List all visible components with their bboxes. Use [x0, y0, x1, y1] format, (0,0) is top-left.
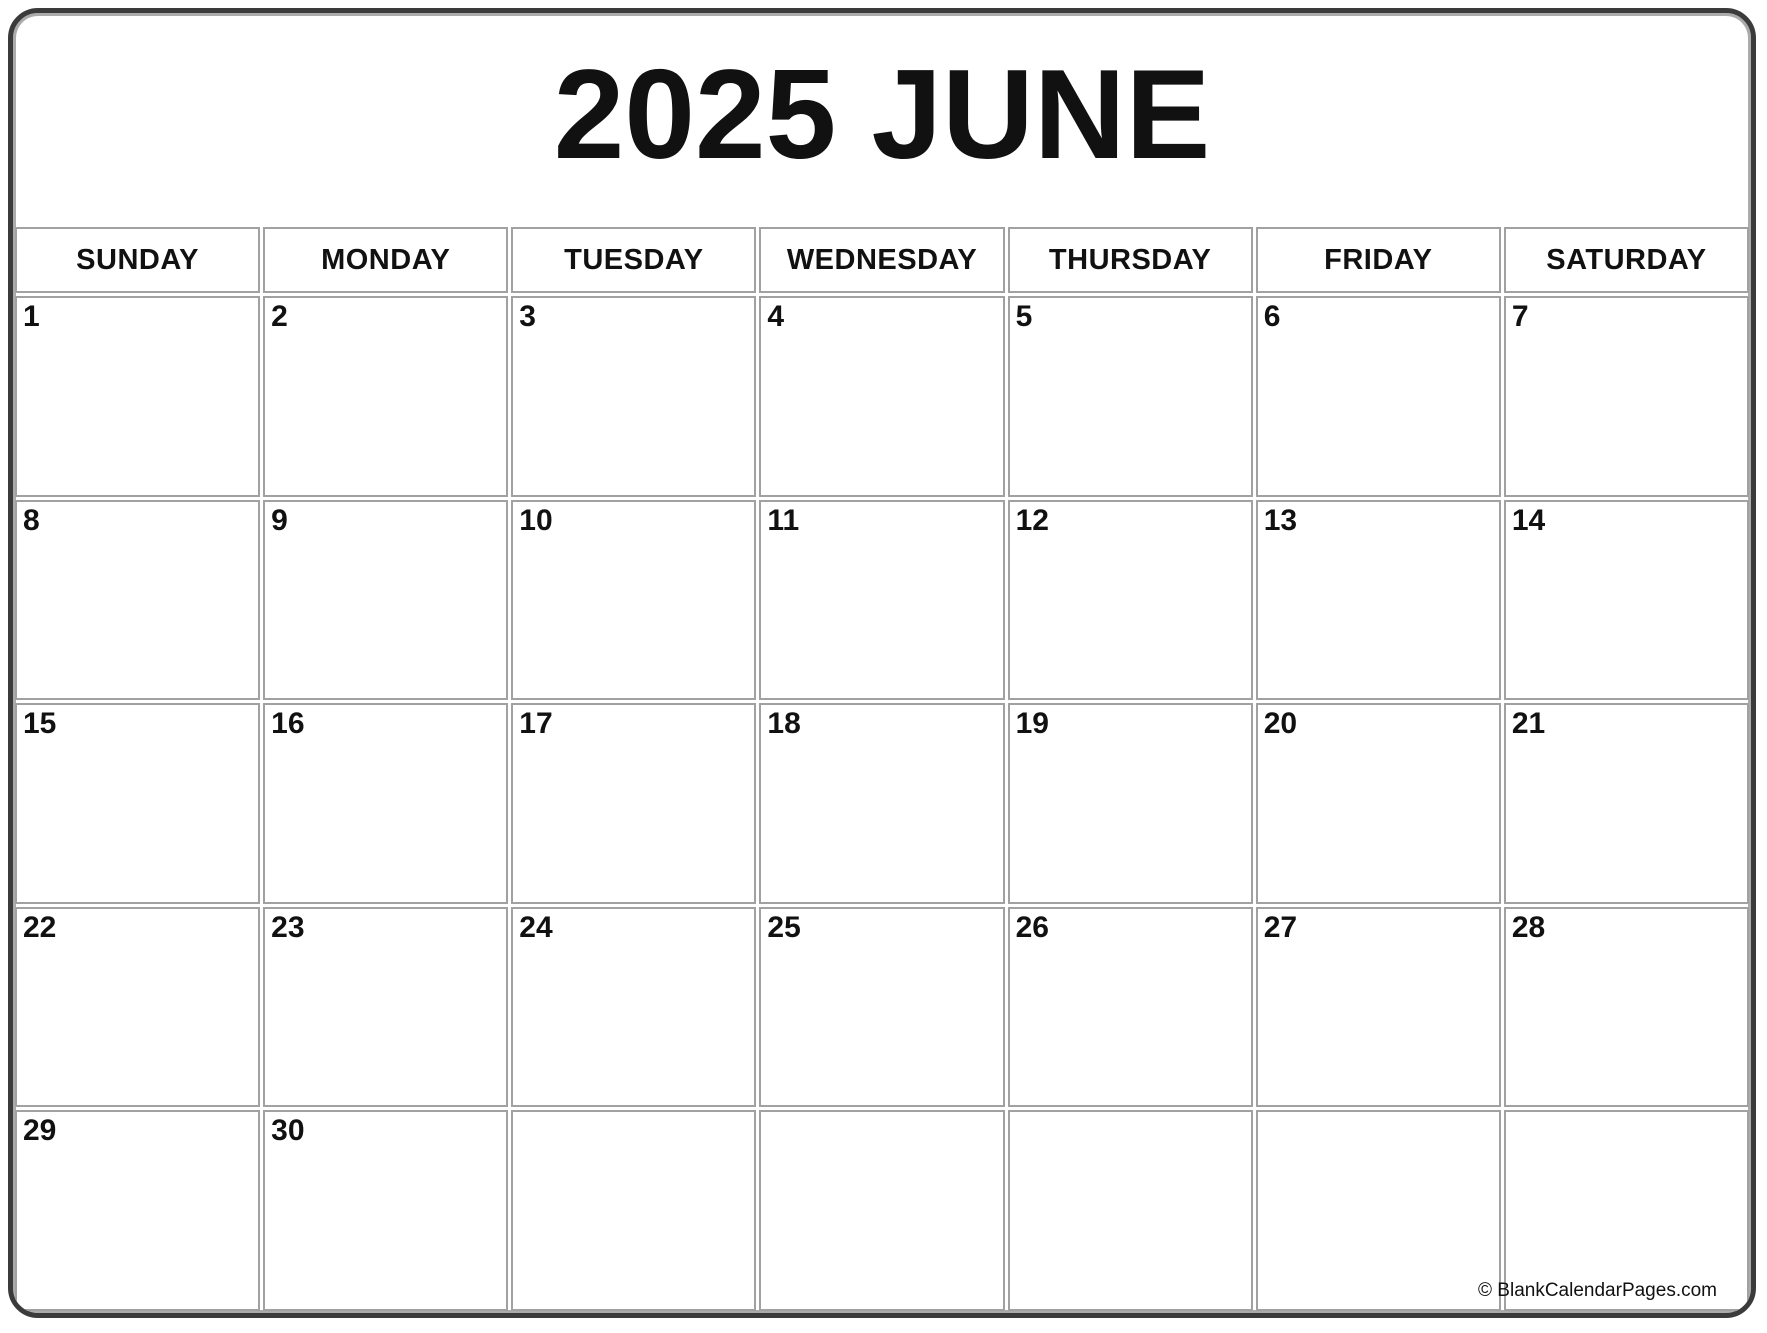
day-cell-25: [759, 907, 1004, 1108]
day-cell-3: [511, 296, 756, 497]
weekday-header-monday: MONDAY: [263, 227, 508, 293]
day-number: 16: [271, 707, 305, 741]
day-number: 9: [271, 503, 288, 537]
day-number: 30: [271, 1114, 305, 1148]
day-number: 20: [1263, 707, 1298, 741]
day-cell-30: [263, 1110, 508, 1311]
day-number: 26: [1015, 910, 1049, 944]
day-cell-23: [263, 907, 508, 1108]
day-cell-empty: [1256, 1110, 1501, 1311]
day-number: 4: [767, 300, 785, 333]
day-number: 15: [23, 707, 57, 741]
day-number: 10: [519, 503, 553, 537]
weekday-header-sunday: SUNDAY: [15, 227, 260, 293]
day-number: 22: [23, 910, 57, 944]
day-cell-8: [15, 500, 260, 701]
day-cell-11: [759, 500, 1004, 701]
day-cell-7: [1504, 296, 1749, 497]
day-cell-10: [511, 500, 756, 701]
day-cell-6: [1256, 296, 1501, 497]
day-cell-18: [759, 703, 1004, 904]
calendar-grid: [15, 227, 1749, 1311]
day-cell-26: [1008, 907, 1253, 1108]
day-number: 17: [519, 707, 553, 741]
weekday-header-tuesday: TUESDAY: [511, 227, 756, 293]
day-cell-15: [15, 703, 260, 904]
weekday-header-saturday: SATURDAY: [1504, 227, 1749, 293]
day-cell-5: [1008, 296, 1253, 497]
day-number: 28: [1511, 910, 1546, 944]
day-number: 19: [1015, 707, 1049, 741]
copyright-text: © BlankCalendarPages.com: [1478, 1280, 1717, 1301]
day-number: 14: [1511, 503, 1546, 537]
day-number: 1: [23, 300, 40, 333]
day-cell-empty: [511, 1110, 756, 1311]
day-cell-20: [1256, 703, 1501, 904]
day-number: 24: [519, 910, 553, 944]
day-number: 12: [1015, 503, 1049, 537]
day-number: 18: [767, 707, 801, 741]
day-number: 23: [271, 910, 305, 944]
day-cell-13: [1256, 500, 1501, 701]
calendar-page-frame: [8, 8, 1756, 1318]
day-cell-4: [759, 296, 1004, 497]
day-number: 8: [23, 503, 40, 537]
day-number: 6: [1263, 300, 1281, 333]
day-cell-28: [1504, 907, 1749, 1108]
day-cell-empty: [759, 1110, 1004, 1311]
day-number: 21: [1511, 707, 1546, 741]
day-cell-21: [1504, 703, 1749, 904]
day-cell-29: [15, 1110, 260, 1311]
day-number: 27: [1263, 910, 1298, 944]
day-number: 29: [23, 1114, 57, 1148]
day-number: 2: [271, 300, 288, 333]
day-cell-24: [511, 907, 756, 1108]
weekday-header-friday: FRIDAY: [1256, 227, 1501, 293]
day-cell-27: [1256, 907, 1501, 1108]
day-number: 7: [1511, 300, 1529, 333]
page-title: 2025 JUNE: [553, 43, 1211, 185]
weekday-header-wednesday: WEDNESDAY: [759, 227, 1004, 293]
day-cell-2: [263, 296, 508, 497]
day-cell-17: [511, 703, 756, 904]
day-cell-1: [15, 296, 260, 497]
day-number: 3: [519, 300, 536, 333]
day-number: 5: [1015, 300, 1033, 333]
day-number: 25: [767, 910, 801, 944]
day-number: 11: [767, 503, 800, 537]
day-number: 13: [1263, 503, 1298, 537]
day-cell-22: [15, 907, 260, 1108]
day-cell-empty: [1008, 1110, 1253, 1311]
day-cell-9: [263, 500, 508, 701]
weekday-header-thursday: THURSDAY: [1008, 227, 1253, 293]
day-cell-16: [263, 703, 508, 904]
day-cell-12: [1008, 500, 1253, 701]
day-cell-19: [1008, 703, 1253, 904]
day-cell-14: [1504, 500, 1749, 701]
